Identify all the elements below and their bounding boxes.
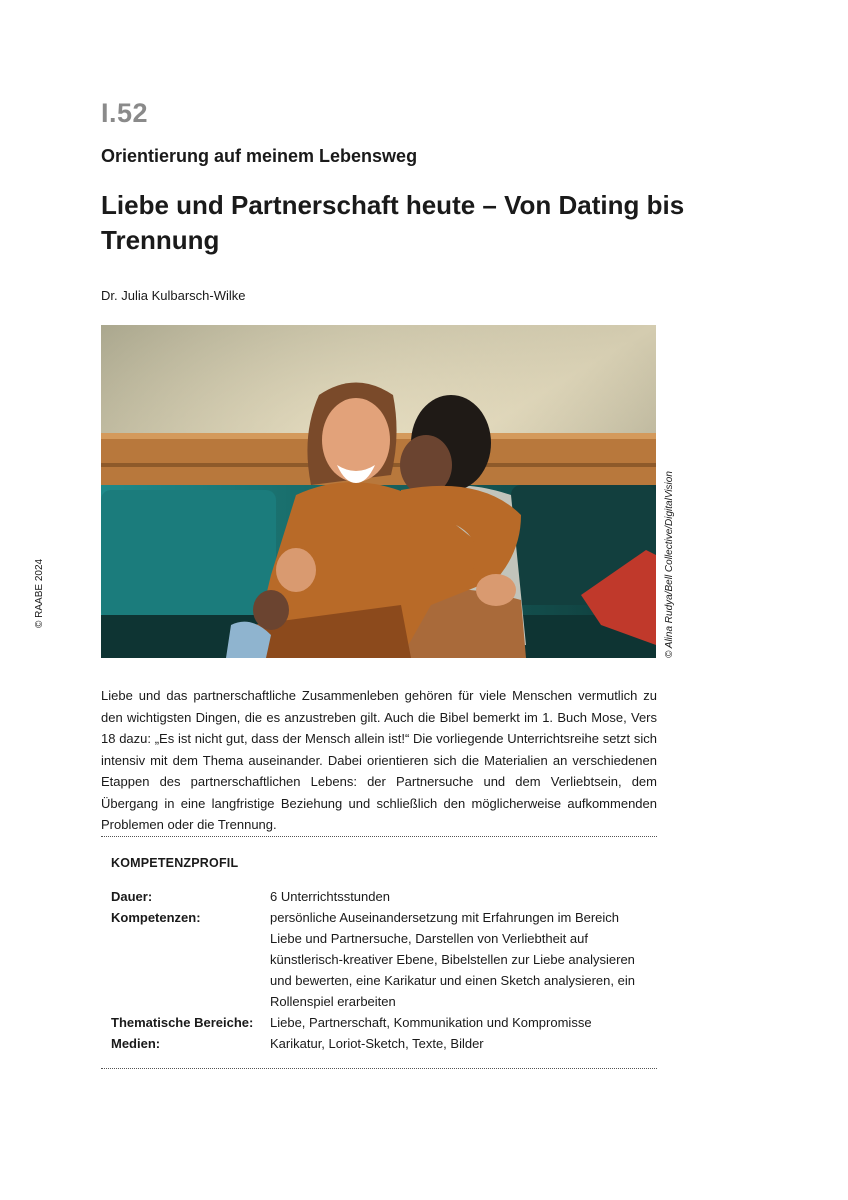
profile-label: Thematische Bereiche:: [111, 1015, 254, 1030]
profile-heading: KOMPETENZPROFIL: [111, 856, 239, 870]
profile-row-medien: [111, 1033, 651, 1054]
profile-value: Liebe, Partnerschaft, Kommunikation und Kompromisse: [270, 1015, 592, 1030]
profile-value: Karikatur, Loriot-Sketch, Texte, Bilder: [270, 1036, 484, 1051]
profile-row-bereiche: [111, 1012, 651, 1033]
page-title: Liebe und Partnerschaft heute – Von Dating bis Trennung: [101, 190, 685, 255]
profile-label: Dauer:: [111, 889, 153, 904]
copyright-notice: © RAABE 2024: [34, 558, 45, 628]
author: Dr. Julia Kulbarsch-Wilke: [101, 288, 246, 303]
cover-photo: [101, 325, 656, 658]
profile-value: persönliche Auseinandersetzung mit Erfahrungen im Bereich Liebe und Partnersuche, Darstellen von Verliebtheit auf künstlerisch-kreativer Ebene, Bibelstellen zur Liebe analysieren und bewerten, eine Karikatur und einen Sketch analysieren, ein Rollenspiel erarbeiten: [270, 910, 635, 1009]
profile-label: Kompetenzen:: [111, 910, 201, 925]
dotted-divider-bottom: [101, 1068, 657, 1069]
profile-label: Medien:: [111, 1036, 161, 1051]
profile-row-kompetenzen: [111, 907, 651, 1012]
series-title: Orientierung auf meinem Lebensweg: [101, 146, 418, 166]
intro-paragraph: Liebe und das partnerschaftliche Zusammenleben gehören für viele Menschen vermutlich zu den wichtigsten Dingen, die es anzustreben gilt. Auch die Bibel bemerkt im 1. Buch Mose, Vers 18 dazu: „Es ist nicht gut, dass der Mensch allein ist!“ Die vorliegende Unterrichtsreihe setzt sich intensiv mit dem Thema auseinander. Dabei orientieren sich die Materialien an verschiedenen Etappen des partnerschaftlichen Lebens: der Partnersuche und dem Verliebtsein, dem Übergang in eine langfristige Beziehung und schließlich den möglicherweise aufkommenden Problemen oder die Trennung.: [101, 688, 657, 832]
dotted-divider-top: [101, 836, 657, 837]
profile-row-dauer: [111, 886, 651, 907]
profile-value: 6 Unterrichtsstunden: [270, 889, 390, 904]
unit-code: I.52: [101, 98, 149, 128]
competence-profile: [111, 886, 651, 1054]
photo-credit: © Alina Rudya/Bell Collective/DigitalVision: [664, 471, 675, 658]
